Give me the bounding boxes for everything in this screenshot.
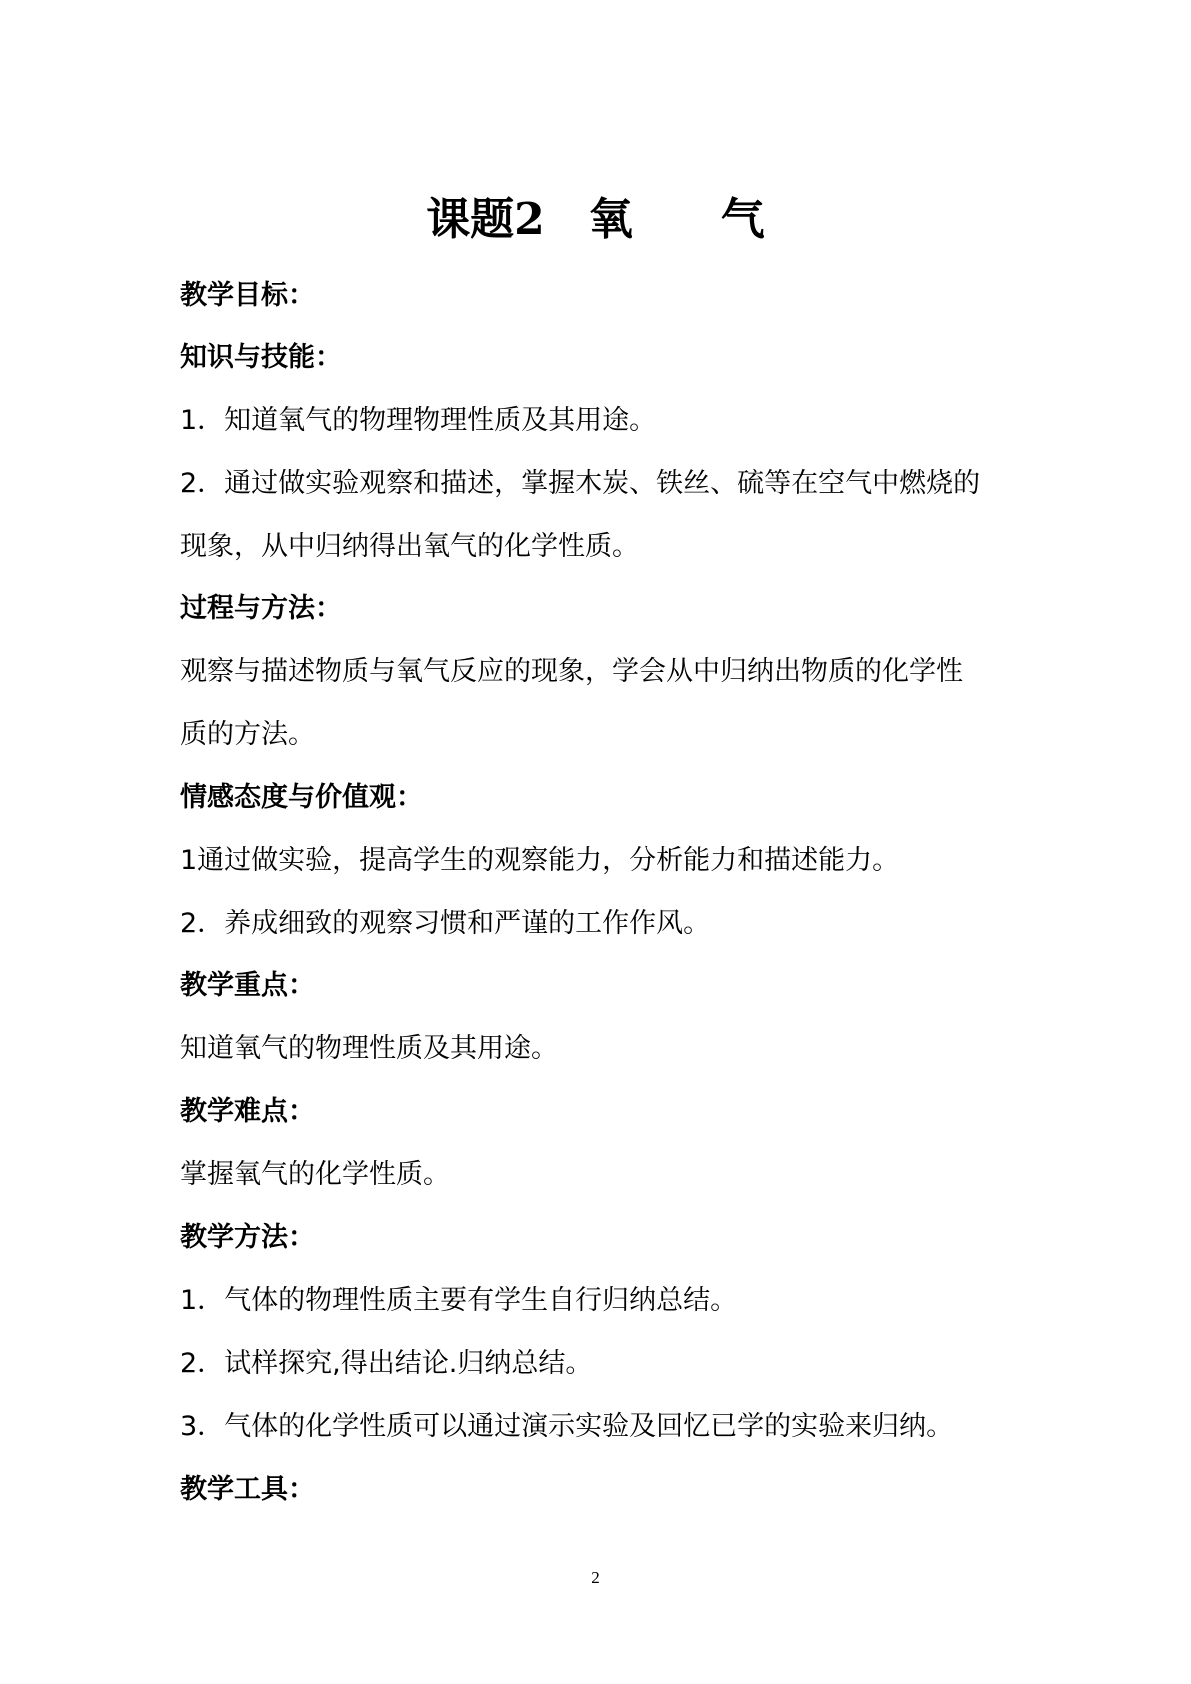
- section-heading-teaching-objectives: 教学目标：: [180, 280, 315, 311]
- paragraph-line: 质的方法。: [180, 719, 315, 750]
- paragraph-line: 2．通过做实验观察和描述，掌握木炭、铁丝、硫等在空气中燃烧的: [180, 468, 981, 499]
- paragraph-line: 2．养成细致的观察习惯和严谨的工作作风。: [180, 908, 711, 939]
- section-heading-teaching-tools: 教学工具：: [180, 1474, 315, 1505]
- section-heading-key-points: 教学重点：: [180, 970, 315, 1001]
- paragraph-line: 1．知道氧气的物理物理性质及其用途。: [180, 405, 657, 436]
- paragraph-line: 3．气体的化学性质可以通过演示实验及回忆已学的实验来归纳。: [180, 1411, 954, 1442]
- paragraph-line: 1通过做实验，提高学生的观察能力，分析能力和描述能力。: [180, 845, 900, 876]
- section-heading-difficult-points: 教学难点：: [180, 1096, 315, 1127]
- section-heading-teaching-methods: 教学方法：: [180, 1222, 315, 1253]
- paragraph-line: 观察与描述物质与氧气反应的现象，学会从中归纳出物质的化学性: [180, 656, 963, 687]
- page-number: 2: [591, 1568, 600, 1587]
- paragraph-line: 知道氧气的物理性质及其用途。: [180, 1033, 558, 1064]
- section-heading-process-method: 过程与方法：: [180, 593, 342, 624]
- paragraph-line: 掌握氧气的化学性质。: [180, 1159, 450, 1190]
- section-heading-emotion-values: 情感态度与价值观：: [180, 782, 423, 813]
- section-heading-knowledge-skills: 知识与技能：: [180, 342, 342, 373]
- paragraph-line: 1．气体的物理性质主要有学生自行归纳总结。: [180, 1285, 738, 1316]
- document-title: 课题2 氧 气: [426, 194, 765, 245]
- paragraph-line: 现象，从中归纳得出氧气的化学性质。: [180, 531, 639, 562]
- paragraph-line: 2．试样探究,得出结论.归纳总结。: [180, 1348, 593, 1379]
